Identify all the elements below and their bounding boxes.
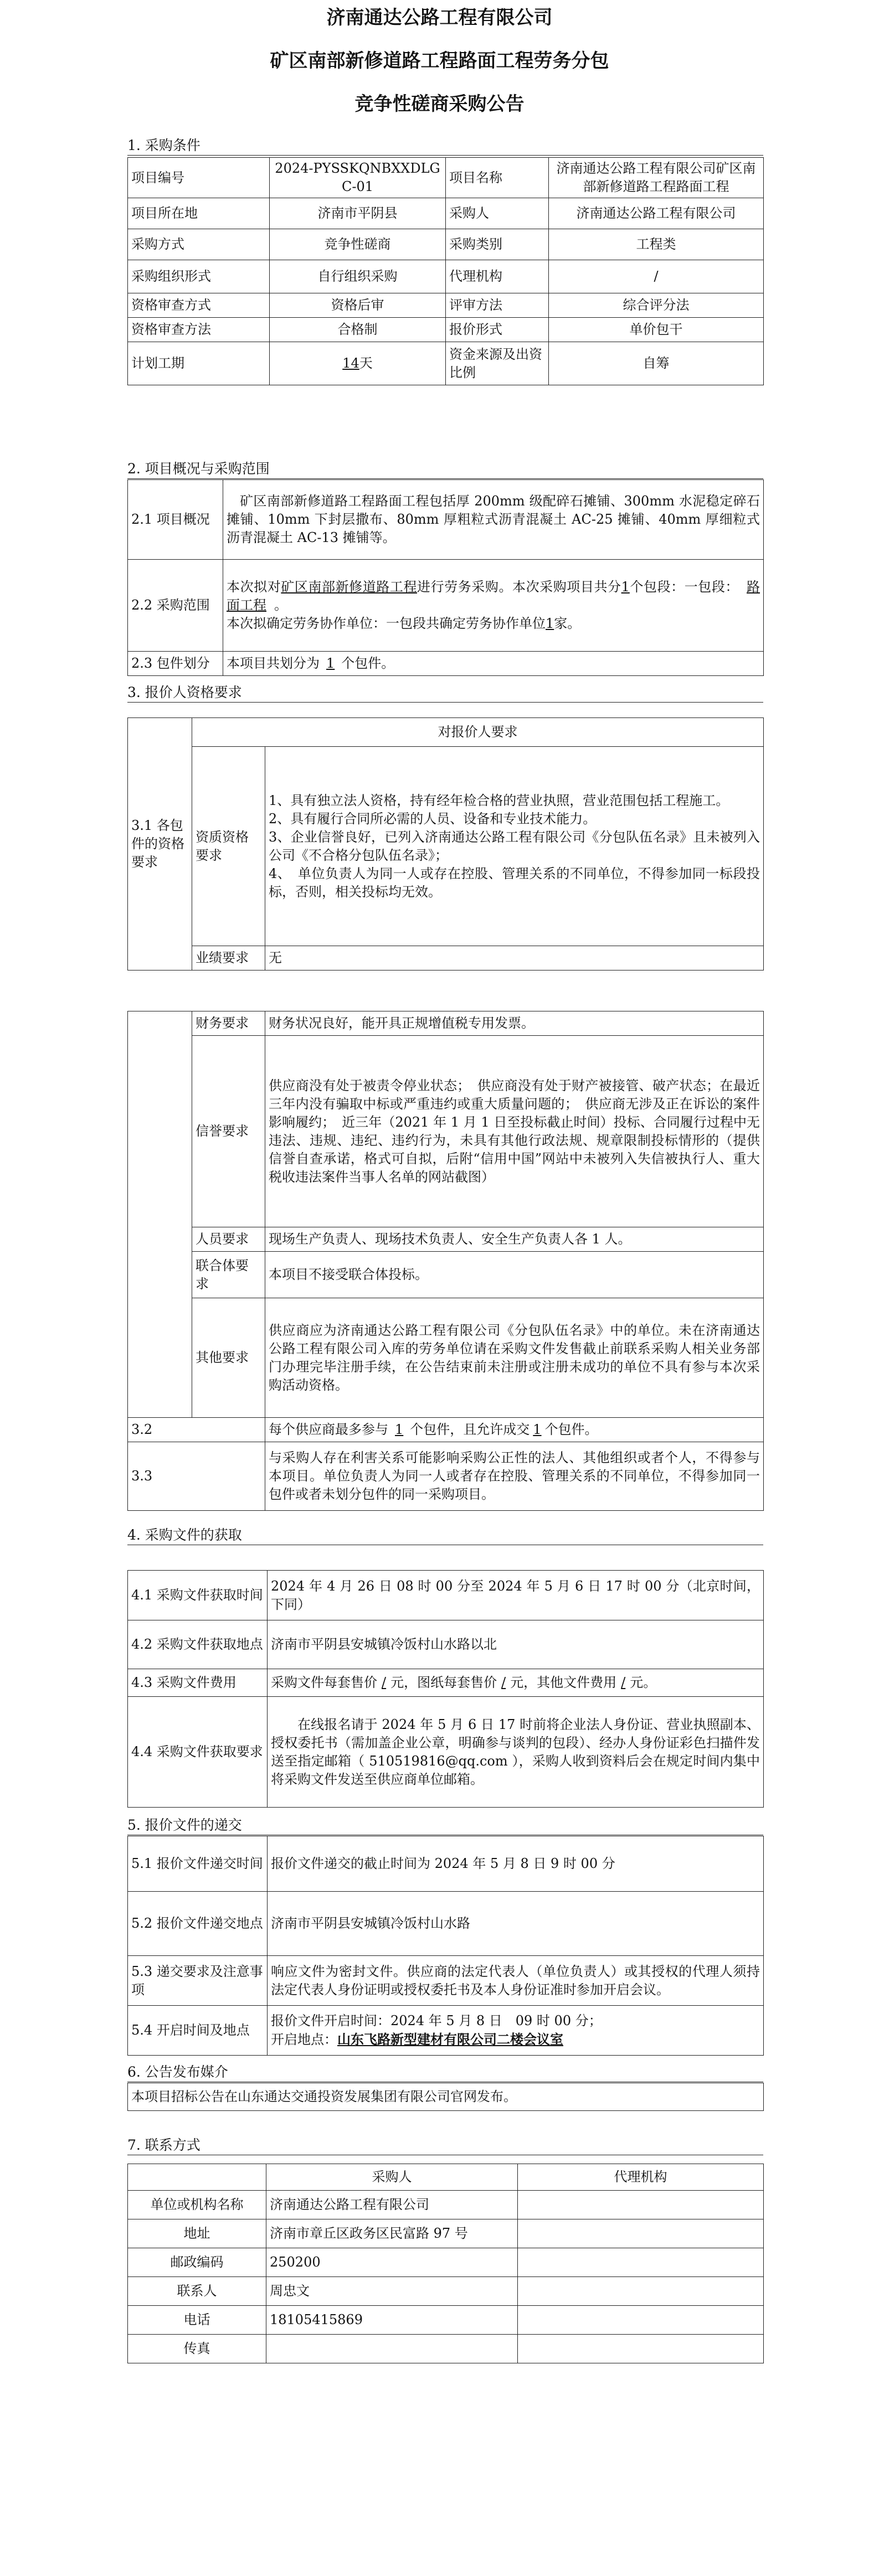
cell-value — [265, 1418, 764, 1442]
cell-value — [518, 2306, 764, 2335]
cell-label: 代理机构 — [446, 260, 549, 293]
table-row — [128, 342, 764, 385]
cell-value: 报价文件递交的截止时间为 2024 年 5 月 8 日 9 时 00 分 — [268, 1836, 764, 1892]
section-1-rule — [127, 155, 763, 156]
blank-cell — [128, 2164, 266, 2191]
table-row — [128, 1697, 764, 1808]
cell-label: 采购类别 — [446, 229, 549, 260]
text-fragment: 本次拟确定劳务协作单位：一包段共确定劳务协作单位 — [227, 616, 546, 631]
cell-value — [518, 2219, 764, 2248]
blank-cell — [128, 1011, 192, 1418]
contact-table — [127, 2164, 764, 2363]
cell-value: 本项目不接受联合体投标。 — [265, 1252, 764, 1298]
cell-label: 报价形式 — [446, 318, 549, 342]
cell-label: 项目名称 — [446, 158, 549, 198]
cell-label: 2.3 包件划分 — [128, 652, 223, 676]
text-fragment: 元，其他文件费用 — [510, 1675, 617, 1690]
cell-value: 工程类 — [549, 229, 764, 260]
cell-value: 矿区南部新修道路工程路面工程包括厚 200mm 级配碎石摊铺、300mm 水泥稳定碎石摊铺、10mm 下封层撒布、80mm 厚粗粒式沥青混凝土 AC-25 摊铺、40mm 厚细粒式沥青混凝土 AC-13 摊铺等。 — [223, 480, 764, 560]
cell-value: 济南通达公路工程有限公司 — [549, 198, 764, 229]
cell-value: 与采购人存在利害关系可能影响采购公正性的法人、其他组织或者个人，不得参与本项目。单位负责人为同一人或者存在控股、管理关系的不同单位，不得参加同一包件或者未划分包件的同一采购项目。 — [265, 1442, 764, 1511]
cell-value: 现场生产负责人、现场技术负责人、安全生产负责人各 1 人。 — [265, 1227, 764, 1252]
table-row — [128, 718, 764, 747]
cell-label: 5.1 报价文件递交时间 — [128, 1836, 268, 1892]
cell-value: 济南通达公路工程有限公司矿区南部新修道路工程路面工程 — [549, 158, 764, 198]
section-4-title: 4. 采购文件的获取 — [127, 1527, 242, 1543]
duration-unit: 天 — [359, 355, 373, 371]
section-5-title: 5. 报价文件的递交 — [127, 1817, 242, 1833]
table-row — [128, 293, 764, 318]
cell-label: 4.1 采购文件获取时间 — [128, 1571, 268, 1620]
cell-value: / — [549, 260, 764, 293]
cell-value: 资格后审 — [270, 293, 446, 318]
cell-value — [265, 747, 764, 946]
procurement-conditions-table — [127, 157, 764, 385]
document-price: / — [382, 1675, 387, 1690]
cell-label: 联系人 — [128, 2277, 266, 2306]
cell-value: 合格制 — [270, 318, 446, 342]
package-name: 路面工程 — [227, 579, 760, 613]
cell-value: 财务状况良好，能开具正规增值税专用发票。 — [265, 1011, 764, 1036]
table-row — [128, 946, 764, 970]
cell-label: 财务要求 — [192, 1011, 265, 1036]
other-fee: / — [621, 1675, 626, 1690]
max-packages: 1 — [395, 1422, 404, 1437]
cell-value: 2024-PYSSKQNBXXDLGC-01 — [270, 158, 446, 198]
cell-label: 3.2 — [128, 1418, 265, 1442]
table-row — [128, 1252, 764, 1298]
cell-label: 2.1 项目概况 — [128, 480, 223, 560]
cell-value: 综合评分法 — [549, 293, 764, 318]
table-row — [128, 1011, 764, 1036]
opening-time: 报价文件开启时间：2024 年 5 月 8 日 09 时 00 分； — [271, 2013, 602, 2028]
table-row — [128, 158, 764, 198]
cell-value: 在线报名请于 2024 年 5 月 6 日 17 时前将企业法人身份证、营业执照副本、授权委托书（需加盖企业公章，明确参与谈判的包段）、经办人身份证彩色扫描件发送至指定邮箱（ 510519816@qq.com ），采购人收到资料后会在规定时间内集中将采购文件发送至供应商单位邮箱。 — [268, 1697, 764, 1808]
cell-value: 济南通达公路工程有限公司 — [266, 2191, 518, 2219]
cell-value: 济南市章丘区政务区民富路 97 号 — [266, 2219, 518, 2248]
text-fragment: 元。 — [630, 1675, 657, 1690]
text-fragment: 本次拟对 — [227, 579, 281, 595]
section-1-title: 1. 采购条件 — [127, 137, 201, 153]
cell-label: 联合体要求 — [192, 1252, 265, 1298]
cell-value — [266, 2335, 518, 2363]
section-6-title: 6. 公告发布媒介 — [127, 2064, 228, 2080]
package-count: 1 — [621, 579, 630, 595]
cell-value: 2024 年 4 月 26 日 08 时 00 分至 2024 年 5 月 6 日 17 时 00 分（北京时间，下同） — [268, 1571, 764, 1620]
cell-value: 无 — [265, 946, 764, 970]
column-header: 代理机构 — [518, 2164, 764, 2191]
table-row — [128, 1669, 764, 1697]
table-row — [128, 1418, 764, 1442]
cell-label: 资格审查方式 — [128, 293, 270, 318]
cell-value: 单价包干 — [549, 318, 764, 342]
table-row — [128, 2248, 764, 2277]
cell-value — [518, 2335, 764, 2363]
table-row — [128, 1036, 764, 1227]
text-fragment: 开启地点： — [271, 2032, 337, 2047]
cell-label: 4.3 采购文件费用 — [128, 1669, 268, 1697]
cell-value: 自筹 — [549, 342, 764, 385]
cell-value — [223, 560, 764, 652]
table-row — [128, 747, 764, 946]
table-row — [128, 1620, 764, 1669]
cell-value: 本项目招标公告在山东通达交通投资发展集团有限公司官网发布。 — [128, 2083, 764, 2111]
cell-label: 5.3 递交要求及注意事项 — [128, 1956, 268, 2006]
table-row — [128, 1956, 764, 2006]
list-item: 4、 单位负责人为同一人或存在控股、管理关系的不同单位，不得参加同一标段投标，否则，相关投标均无效。 — [269, 865, 760, 900]
cell-label: 人员要求 — [192, 1227, 265, 1252]
cell-value — [518, 2191, 764, 2219]
table-row — [128, 2083, 764, 2111]
cell-label: 4.2 采购文件获取地点 — [128, 1620, 268, 1669]
cell-label: 5.4 开启时间及地点 — [128, 2006, 268, 2056]
duration-days: 14 — [342, 355, 359, 371]
cell-label: 资质资格要求 — [192, 747, 265, 946]
cell-value: 济南市平阴县 — [270, 198, 446, 229]
cell-value: 250200 — [266, 2248, 518, 2277]
table-row — [128, 2335, 764, 2363]
text-fragment: 采购文件每套售价 — [271, 1675, 377, 1690]
cell-value — [223, 652, 764, 676]
submission-table — [127, 1836, 764, 2056]
publication-media-table — [127, 2083, 764, 2111]
document-acquisition-table — [127, 1570, 764, 1808]
cell-label: 业绩要求 — [192, 946, 265, 970]
cell-label: 电话 — [128, 2306, 266, 2335]
text-fragment: 。 — [274, 597, 287, 613]
project-overview-table — [127, 479, 764, 676]
section-3-rule — [127, 702, 763, 703]
section-2-rule — [127, 478, 763, 479]
table-row — [128, 229, 764, 260]
package-split-count: 1 — [326, 655, 335, 671]
table-row — [128, 318, 764, 342]
cell-label: 项目编号 — [128, 158, 270, 198]
cell-label: 采购方式 — [128, 229, 270, 260]
text-fragment: 个包件。 — [341, 655, 395, 671]
text-fragment: 家。 — [554, 616, 581, 631]
cell-value — [268, 2006, 764, 2056]
cell-label: 邮政编码 — [128, 2248, 266, 2277]
allowed-packages: 1 — [533, 1422, 542, 1437]
cell-label: 地址 — [128, 2219, 266, 2248]
cell-label: 信誉要求 — [192, 1036, 265, 1227]
table-row — [128, 2306, 764, 2335]
table-row — [128, 1442, 764, 1511]
cell-value — [270, 342, 446, 385]
cell-value: 竞争性磋商 — [270, 229, 446, 260]
qualification-table-part1 — [127, 717, 764, 970]
table-row — [128, 2006, 764, 2056]
document-title: 竞争性磋商采购公告 — [354, 93, 525, 115]
cell-label: 计划工期 — [128, 342, 270, 385]
cell-label: 4.4 采购文件获取要求 — [128, 1697, 268, 1808]
cell-label: 资格审查方法 — [128, 318, 270, 342]
unit-count: 1 — [546, 616, 554, 631]
text-fragment: 每个供应商最多参与 — [269, 1422, 388, 1437]
cell-label: 资金来源及出资比例 — [446, 342, 549, 385]
table-row — [128, 1892, 764, 1956]
cell-label: 评审方法 — [446, 293, 549, 318]
cell-value: 济南市平阴县安城镇冷饭村山水路以北 — [268, 1620, 764, 1669]
table-row — [128, 480, 764, 560]
cell-value: 18105415869 — [266, 2306, 518, 2335]
table-row — [128, 2191, 764, 2219]
cell-label: 采购人 — [446, 198, 549, 229]
table-row — [128, 2277, 764, 2306]
cell-label: 3.3 — [128, 1442, 265, 1511]
table-row — [128, 1298, 764, 1418]
drawing-price: / — [501, 1675, 506, 1690]
opening-location: 山东飞路新型建材有限公司二楼会议室 — [337, 2031, 563, 2047]
list-item: 3、企业信誉良好，已列入济南通达公路工程有限公司《分包队伍名录》且未被列入公司《不合格分包队伍名录》； — [269, 829, 760, 863]
list-item: 2、具有履行合同所必需的人员、设备和专业技术能力。 — [269, 811, 597, 827]
cell-value: 响应文件为密封文件。供应商的法定代表人（单位负责人）或其授权的代理人须持法定代表人身份证明或授权委托书及本人身份证准时参加开启会议。 — [268, 1956, 764, 2006]
table-row — [128, 2164, 764, 2191]
requirements-header: 对报价人要求 — [192, 718, 764, 747]
section-3-title: 3. 报价人资格要求 — [127, 684, 242, 700]
table-row — [128, 2219, 764, 2248]
table-row — [128, 1571, 764, 1620]
cell-label: 3.1 各包件的资格要求 — [128, 718, 192, 970]
section-7-title: 7. 联系方式 — [127, 2137, 201, 2153]
cell-label: 2.2 采购范围 — [128, 560, 223, 652]
cell-value: 供应商没有处于被责令停业状态； 供应商没有处于财产被接管、破产状态；在最近三年内没有骗取中标或严重违约或重大质量问题的； 供应商无涉及正在诉讼的案件影响履约； 近三年（2021 年 1 月 1 日至投标截止时间）投标、合同履行过程中无违法、违规、违纪、违约行为，未具有其他行政法规、规章限制投标情形的（提供信誉自查承诺，格式可自拟，后附“信用中国”网站中未被列入失信被执行人、重大税收违法案件当事人名单的网站截图） — [265, 1036, 764, 1227]
cell-label: 其他要求 — [192, 1298, 265, 1418]
text-fragment: 本项目共划分为 — [227, 655, 320, 671]
cell-value: 济南市平阴县安城镇冷饭村山水路 — [268, 1892, 764, 1956]
list-item: 1、具有独立法人资格，持有经年检合格的营业执照，营业范围包括工程施工。 — [269, 792, 729, 808]
column-header: 采购人 — [266, 2164, 518, 2191]
cell-value: 供应商应为济南通达公路工程有限公司《分包队伍名录》中的单位。未在济南通达公路工程有限公司入库的劳务单位请在采购文件发售截止前联系采购人相关业务部门办理完毕注册手续，在公告结束前未注册或注册未成功的单位不具有参与本次采购活动资格。 — [265, 1298, 764, 1418]
table-row — [128, 1227, 764, 1252]
cell-value — [518, 2248, 764, 2277]
cell-label: 传真 — [128, 2335, 266, 2363]
table-row — [128, 260, 764, 293]
company-title: 济南通达公路工程有限公司 — [326, 7, 553, 29]
cell-value: 周忠文 — [266, 2277, 518, 2306]
cell-value: 自行组织采购 — [270, 260, 446, 293]
cell-label: 采购组织形式 — [128, 260, 270, 293]
text-fragment: 个包件，且允许成交 — [410, 1422, 530, 1437]
table-row — [128, 560, 764, 652]
table-row — [128, 652, 764, 676]
table-row — [128, 1836, 764, 1892]
table-row — [128, 198, 764, 229]
cell-label: 单位或机构名称 — [128, 2191, 266, 2219]
project-title: 矿区南部新修道路工程路面工程劳务分包 — [270, 50, 609, 72]
text-fragment: 元，图纸每套售价 — [390, 1675, 497, 1690]
text-fragment: 个包件。 — [544, 1422, 598, 1437]
section-2-title: 2. 项目概况与采购范围 — [127, 461, 270, 477]
cell-label: 5.2 报价文件递交地点 — [128, 1892, 268, 1956]
cell-value — [268, 1669, 764, 1697]
text-fragment: 进行劳务采购。本次采购项目共分 — [417, 579, 621, 595]
cell-value — [518, 2277, 764, 2306]
cell-label: 项目所在地 — [128, 198, 270, 229]
project-name-underlined: 矿区南部新修道路工程 — [281, 579, 418, 595]
text-fragment: 个包段：一包段： — [629, 579, 739, 595]
qualification-table-part2 — [127, 1011, 764, 1511]
